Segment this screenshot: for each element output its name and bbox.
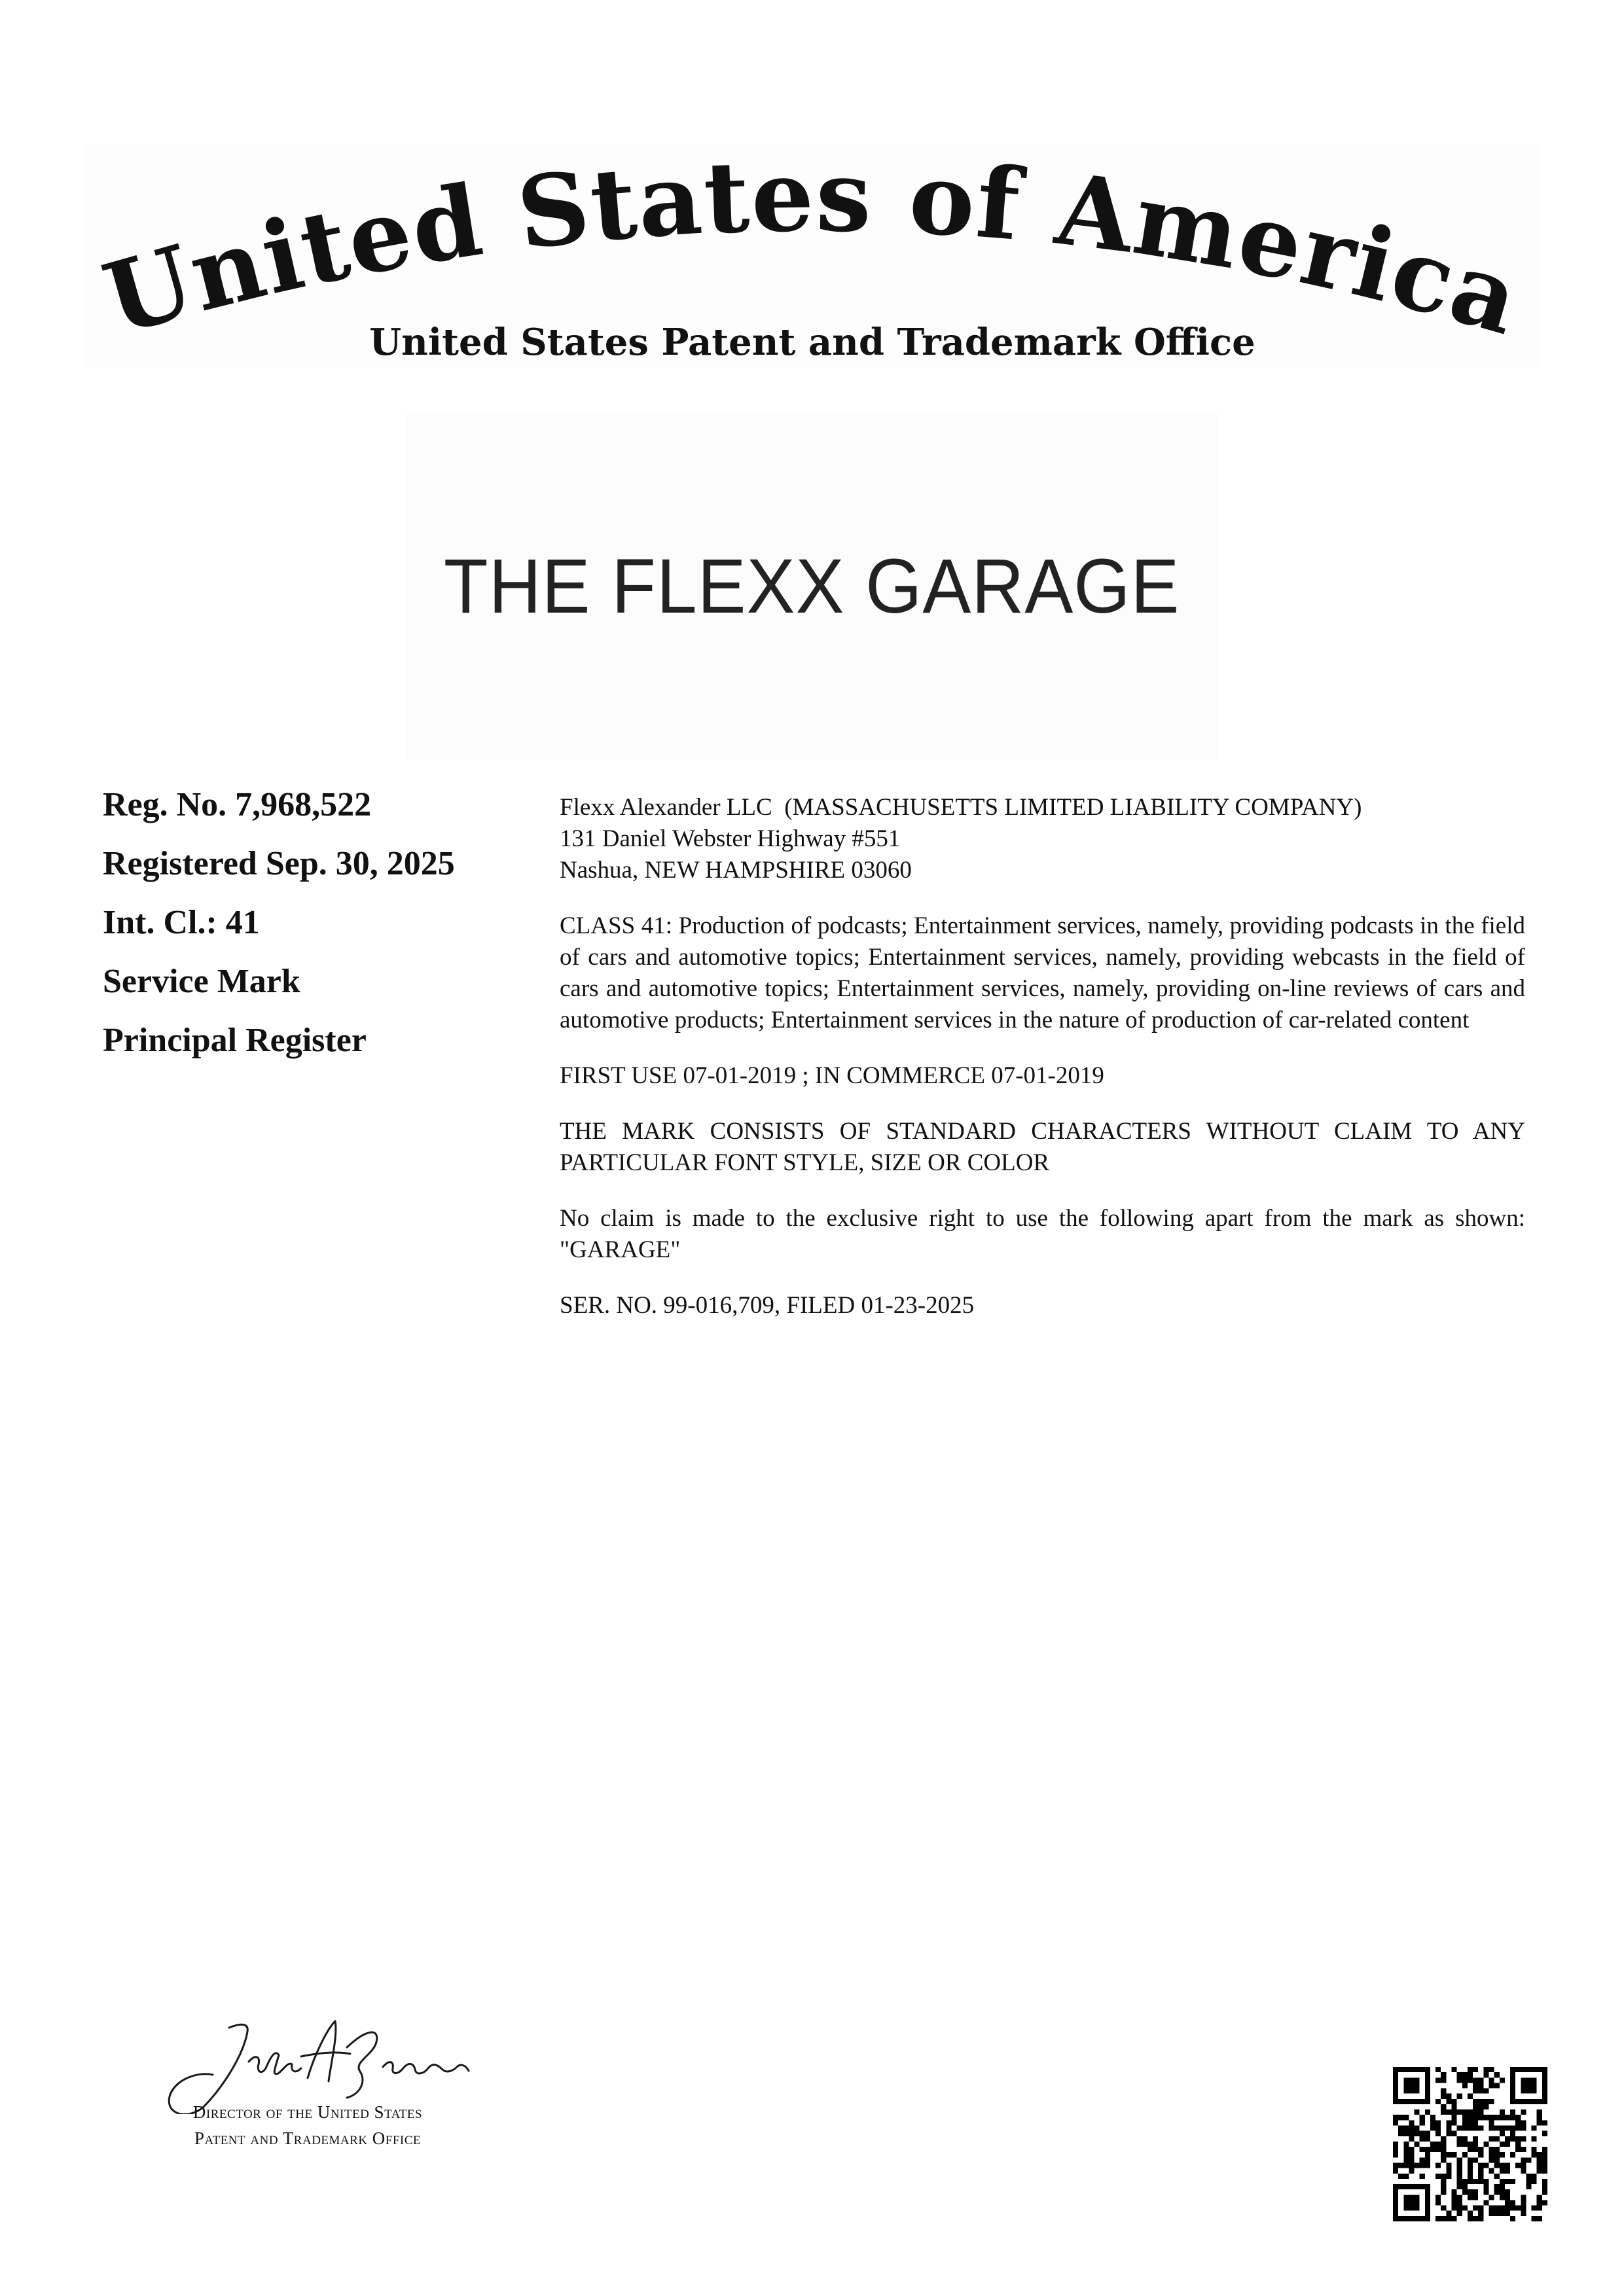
class-description: CLASS 41: Production of podcasts; Entertainment services, namely, providing podcasts in the field of cars and automotive topics; Entertainment services, namely, providing webcasts in the field of cars and automotive topics; Entertainment services, namely, providing on-line reviews of cars and automotive products; Entertainment services in the nature of production of car-related content: [560, 912, 1525, 1033]
mark-description: THE MARK CONSISTS OF STANDARD CHARACTERS WITHOUT CLAIM TO ANY PARTICULAR FONT STYLE, SIZE OR COLOR: [560, 1118, 1525, 1176]
first-use: FIRST USE 07-01-2019 ; IN COMMERCE 07-01-2019: [560, 1062, 1104, 1089]
mark-text: THE FLEXX GARAGE: [443, 543, 1180, 630]
owner-block: [560, 792, 1525, 886]
international-class: Int. Cl.: 41: [103, 904, 260, 941]
disclaimer: No claim is made to the exclusive right to use the following apart from the mark as shown: "GARAGE": [560, 1205, 1525, 1263]
director-title-line-2: Patent and Trademark Office: [194, 2128, 422, 2148]
header-title-text: United States of America: [92, 145, 1533, 358]
header-subtitle: United States Patent and Trademark Office: [369, 321, 1255, 364]
registration-details: [560, 792, 1525, 1321]
director-title-line-1: Director of the United States: [192, 2102, 423, 2122]
qr-code-icon: [1393, 2067, 1547, 2221]
header-banner: [84, 145, 1541, 368]
mark-image: [406, 414, 1218, 759]
register-type: Principal Register: [103, 1022, 367, 1059]
owner-name: Flexx Alexander LLC (MASSACHUSETTS LIMITED LIABILITY COMPANY): [560, 794, 1362, 821]
registration-date: Registered Sep. 30, 2025: [103, 845, 455, 882]
header-svg: [84, 145, 1541, 368]
qr-code-graphic: [1393, 2067, 1547, 2221]
reg-number: Reg. No. 7,968,522: [103, 786, 372, 823]
handwritten-signature: [151, 2016, 491, 2114]
owner-city: Nashua, NEW HAMPSHIRE 03060: [560, 857, 912, 884]
mark-type: Service Mark: [103, 963, 300, 1000]
owner-address: 131 Daniel Webster Highway #551: [560, 825, 901, 852]
registration-info: [103, 785, 522, 1080]
serial-number: SER. NO. 99-016,709, FILED 01-23-2025: [560, 1292, 975, 1319]
